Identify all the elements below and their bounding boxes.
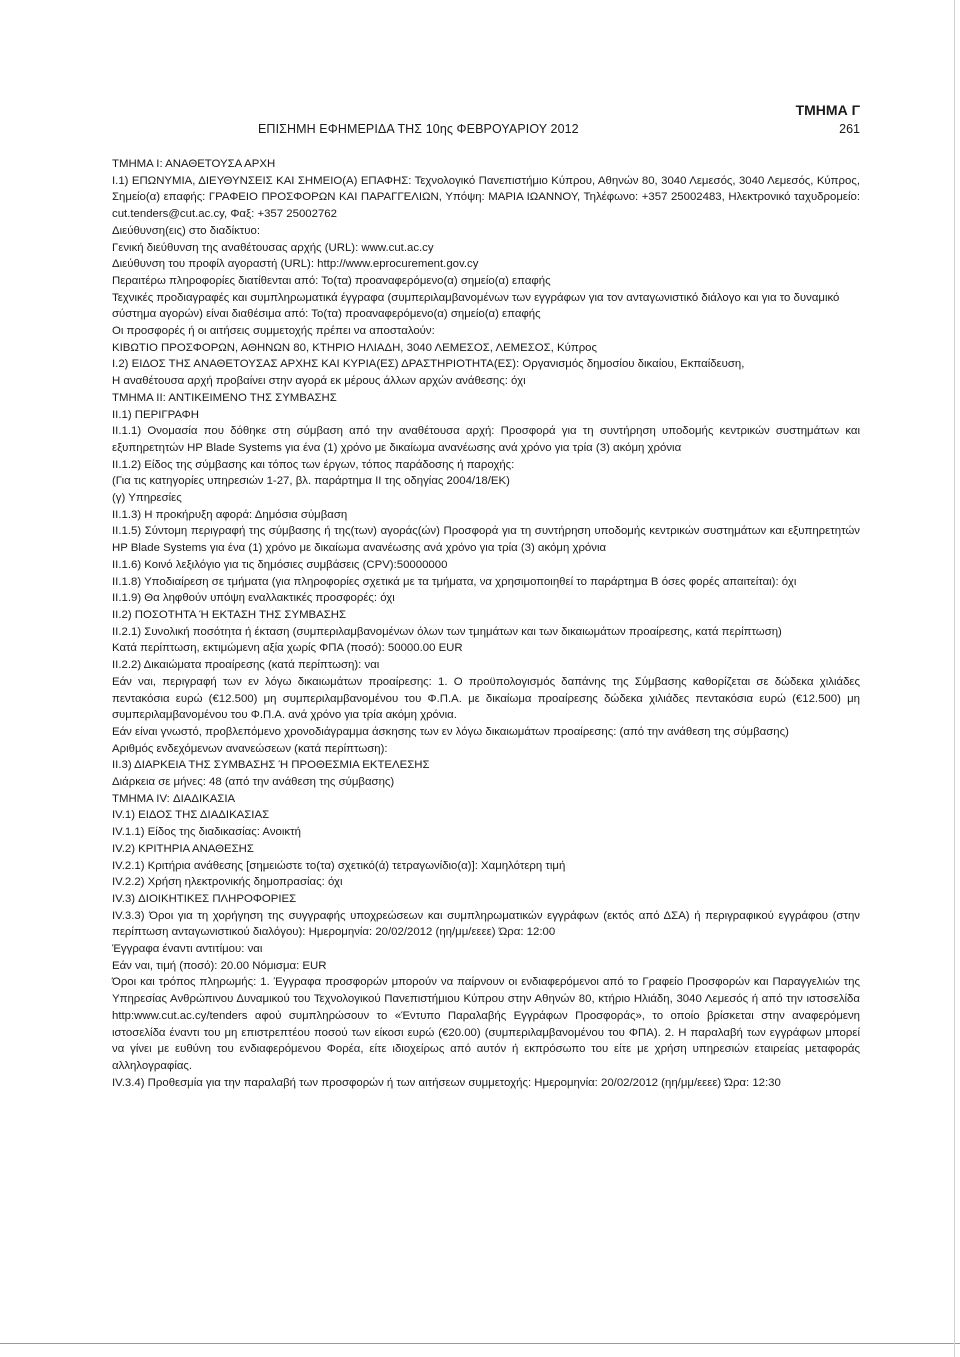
quantity-heading: ΙΙ.2) ΠΟΣΟΤΗΤΑ Ή ΕΚΤΑΣΗ ΤΗΣ ΣΥΜΒΑΣΗΣ bbox=[112, 608, 347, 621]
procedure-type-heading: ΙV.1) ΕΙΔΟΣ ΤΗΣ ΔΙΑΔΙΚΑΣΙΑΣ bbox=[112, 809, 270, 822]
description-heading: ΙΙ.1) ΠΕΡΙΓΡΑΦΗ bbox=[112, 408, 199, 421]
section-heading-part-2: ΤΜΗΜΑ ΙΙ: ΑΝΤΙΚΕΙΜΕΝΟ ΤΗΣ ΣΥΜΒΑΣΗΣ bbox=[112, 391, 337, 404]
services-line: (γ) Υπηρεσίες bbox=[112, 492, 182, 505]
price-line: Εάν ναι, τιμή (ποσό): 20.00 Νόμισμα: EUR bbox=[112, 959, 327, 972]
right-edge-divider bbox=[954, 0, 955, 1357]
section-label: ΤΜΗΜΑ Γ bbox=[795, 102, 860, 118]
renewals-line: Αριθμός ενδεχόμενων ανανεώσεων (κατά περίπτωση): bbox=[112, 742, 388, 755]
tender-deadline-paragraph: ΙV.3.4) Προθεσμία για την παραλαβή των προσφορών ή των αιτήσεων συμμετοχής: Ημερομηνία: 20/02/2012 (ηη/μμ/εεεε) Ώρα: 12:30 bbox=[112, 1076, 781, 1089]
further-info-line: Περαιτέρω πληροφορίες διατίθενται από: Το(τα) προαναφερόμενο(α) σημείο(α) επαφής bbox=[112, 274, 551, 287]
administrative-info-heading: ΙV.3) ΔΙΟΙΚΗΤΙΚΕΣ ΠΛΗΡΟΦΟΡΙΕΣ bbox=[112, 892, 297, 905]
procedure-type-line: ΙV.1.1) Είδος της διαδικασίας: Ανοικτή bbox=[112, 826, 301, 839]
cpv-line: ΙΙ.1.6) Κοινό λεξιλόγιο για τις δημόσιες συμβάσεις (CPV):50000000 bbox=[112, 558, 448, 571]
electronic-auction-line: ΙV.2.2) Χρήση ηλεκτρονικής δημοπρασίας: όχι bbox=[112, 876, 343, 889]
payable-documents-line: Έγγραφα έναντι αντιτίμου: ναι bbox=[112, 943, 263, 956]
documents-conditions-paragraph: ΙV.3.3) Όροι για τη χορήγηση της συγγραφής υποχρεώσεων και συμπληρωματικών εγγράφων (εκτός από ΔΣΑ) ή περιγραφικού εγγράφου (στην περίπτωση ανταγωνιστικού διαλόγου): Ημερομηνία: 20/02/2012 (ηη/μμ/εεεε) Ώρα: 12:00 bbox=[112, 909, 860, 939]
lots-paragraph: ΙΙ.1.8) Υποδιαίρεση σε τμήματα (για πληροφορίες σχετικά με τα τμήματα, να χρησιμοποιηθεί το παράρτημα Β όσες φορές απαιτείται): όχι bbox=[112, 575, 797, 588]
award-criteria-line: ΙV.2.1) Κριτήρια ανάθεσης [σημειώστε το(τα) σχετικό(ά) τετραγωνίδιο(α)]: Χαμηλότερη τιμή bbox=[112, 859, 566, 872]
buyer-profile-line: Διεύθυνση του προφίλ αγοραστή (URL): http://www.eprocurement.gov.cy bbox=[112, 258, 479, 271]
tenders-send-label: Οι προσφορές ή οι αιτήσεις συμμετοχής πρέπει να αποσταλούν: bbox=[112, 325, 435, 338]
payment-terms-paragraph: Όροι και τρόπος πληρωμής: 1. Έγγραφα προσφορών μπορούν να παίρνουν οι ενδιαφερόμενοι από το Γραφείο Προσφορών και Παραγγελιών της Υπηρεσίας Ανθρώπινου Δυναμικού του Τεχνολογικού Πανεπιστήμιου Κύπρου στην Αθηνών 80, κτήριο Ηλιάδη, 3040 Λεμεσός ή από την ιστοσελίδα http:www.cut.ac.cy/tenders αφού συμπληρώσουν το «Έντυπο Παραλαβής Εγγράφων Προσφοράς», το οποίο βρίσκεται στην αναφερόμενη ιστοσελίδα έναντι του μη επιστρεπτέου ποσού των είκοσι ευρώ (€20.00) (συμπεριλαμβανομένου του ΦΠΑ). 2. Η παραλαβή των εγγράφων μπορεί να γίνει με ευθύνη του ενδιαφερόμενου Φορέα, είτε ιδιοχείρως από αυτόν ή εκπρόσωπο του είτε με χρήση υπηρεσιών εταιρείας μεταφοράς αλληλογραφίας. bbox=[112, 976, 860, 1072]
section-heading-part-4: ΤΜΗΜΑ ΙV: ΔΙΑΔΙΚΑΣΙΑ bbox=[112, 792, 236, 805]
estimated-value-line: Κατά περίπτωση, εκτιμώμενη αξία χωρίς ΦΠΑ (ποσό): 50000.00 EUR bbox=[112, 642, 463, 655]
award-criteria-heading: ΙV.2) ΚΡΙΤΗΡΙΑ ΑΝΑΘΕΣΗΣ bbox=[112, 842, 254, 855]
page-number: 261 bbox=[839, 122, 860, 136]
duration-line: Διάρκεια σε μήνες: 48 (από την ανάθεση της σύμβασης) bbox=[112, 776, 395, 789]
options-timeframe-paragraph: Εάν είναι γνωστό, προβλεπόμενο χρονοδιάγραμμα άσκησης των εν λόγω δικαιωμάτων προαίρεσης: (από την ανάθεση της σύμβασης) bbox=[112, 725, 789, 738]
notice-body bbox=[112, 156, 860, 1091]
options-description-paragraph: Εάν ναι, περιγραφή των εν λόγω δικαιωμάτων προαίρεσης: 1. Ο προϋπολογισμός δαπάνης της Σύμβασης καθορίζεται σε δώδεκα χιλιάδες πεντακόσια ευρώ (€12.500) μη συμπεριλαμβανομένου του Φ.Π.Α. με δικαίωμα προαίρεσης δώδεκα χιλιάδες πεντακόσια ευρώ (€12.500) μη συμπεριλαμβανομένου του Φ.Π.Α. ανά χρόνο για τρία ακόμη χρόνια. bbox=[112, 675, 860, 722]
tender-box-address: ΚΙΒΩΤΙΟ ΠΡΟΣΦΟΡΩΝ, ΑΘΗΝΩΝ 80, ΚΤΗΡΙΟ ΗΛΙΑΔΗ, 3040 ΛΕΜΕΣΟΣ, ΛΕΜΕΣΟΣ, Κύπρος bbox=[112, 341, 598, 354]
internet-addresses-label: Διεύθυνση(εις) στο διαδίκτυο: bbox=[112, 224, 261, 237]
short-description-paragraph: ΙΙ.1.5) Σύντομη περιγραφή της σύμβασης ή της(των) αγοράς(ών) Προσφορά για τη συντήρηση υποδομής κεντρικών συστημάτων και εξυπηρετητών HP Blade Systems για ένα (1) χρόνο με δικαίωμα ανανέωσης ανά χρόνο για τρία (3) ακόμη χρόνια bbox=[112, 525, 860, 555]
section-heading-part-1: ΤΜΗΜΑ Ι: ΑΝΑΘΕΤΟΥΣΑ ΑΡΧΗ bbox=[112, 158, 276, 170]
specifications-paragraph: Τεχνικές προδιαγραφές και συμπληρωματικά έγγραφα (συμπεριλαμβανομένων των εγγράφων για τον ανταγωνιστικό διάλογο και για το δυναμικό σύστημα αγορών) είναι διαθέσιμα από: Το(τα) προαναφερόμενο(α) σημείο(α) επαφής bbox=[112, 291, 840, 321]
general-address-line: Γενική διεύθυνση της αναθέτουσας αρχής (URL): www.cut.ac.cy bbox=[112, 241, 434, 254]
bottom-divider bbox=[0, 1343, 960, 1344]
total-quantity-paragraph: ΙΙ.2.1) Συνολική ποσότητα ή έκταση (συμπεριλαμβανομένων όλων των τμημάτων και των δικαιωμάτων προαίρεσης, κατά περίπτωση) bbox=[112, 625, 782, 638]
authority-type-paragraph: Ι.2) ΕΙΔΟΣ ΤΗΣ ΑΝΑΘΕΤΟΥΣΑΣ ΑΡΧΗΣ ΚΑΙ ΚΥΡΙΑ(ΕΣ) ΔΡΑΣΤΗΡΙΟΤΗΤΑ(ΕΣ): Οργανισμός δημοσίου δικαίου, Εκπαίδευση, bbox=[112, 358, 745, 371]
duration-heading: ΙΙ.3) ΔΙΑΡΚΕΙΑ ΤΗΣ ΣΥΜΒΑΣΗΣ Ή ΠΡΟΘΕΣΜΙΑ ΕΚΤΕΛΕΣΗΣ bbox=[112, 759, 430, 772]
notice-involves-line: ΙΙ.1.3) Η προκήρυξη αφορά: Δημόσια σύμβαση bbox=[112, 508, 348, 521]
contact-points-paragraph: Ι.1) ΕΠΩΝΥΜΙΑ, ΔΙΕΥΘΥΝΣΕΙΣ ΚΑΙ ΣΗΜΕΙΟ(Α) ΕΠΑΦΗΣ: Τεχνολογικό Πανεπιστήμιο Κύπρου, Αθηνών 80, 3040 Λεμεσός, 3040 Λεμεσός, Κύπρος, Σημείο(α) επαφής: ΓΡΑΦΕΙΟ ΠΡΟΣΦΟΡΩΝ ΚΑΙ ΠΑΡΑΓΓΕΛΙΩΝ, Υπόψη: ΜΑΡΙΑ ΙΩΑΝΝΟΥ, Τηλέφωνο: +357 25002483, Ηλεκτρονικό ταχυδρομείο: cut.tenders@cut.ac.cy, Φαξ: +357 25002762 bbox=[112, 174, 860, 221]
service-categories-line: (Για τις κατηγορίες υπηρεσιών 1-27, βλ. παράρτημα ΙΙ της οδηγίας 2004/18/ΕΚ) bbox=[112, 475, 510, 488]
purchasing-on-behalf-line: Η αναθέτουσα αρχή προβαίνει στην αγορά εκ μέρους άλλων αρχών ανάθεσης: όχι bbox=[112, 375, 526, 388]
contract-type-line: ΙΙ.1.2) Είδος της σύμβασης και τόπος των έργων, τόπος παράδοσης ή παροχής: bbox=[112, 458, 515, 471]
contract-title-paragraph: ΙΙ.1.1) Ονομασία που δόθηκε στη σύμβαση από την αναθέτουσα αρχή: Προσφορά για τη συντήρηση υποδομής κεντρικών συστημάτων και εξυπηρετητών HP Blade Systems για ένα (1) χρόνο με δικαίωμα ανανέωσης ανά χρόνο για τρία (3) ακόμη χρόνια bbox=[112, 425, 860, 454]
options-line: ΙΙ.2.2) Δικαιώματα προαίρεσης (κατά περίπτωση): ναι bbox=[112, 659, 380, 672]
variants-line: ΙΙ.1.9) Θα ληφθούν υπόψη εναλλακτικές προσφορές: όχι bbox=[112, 592, 395, 605]
gazette-title: ΕΠΙΣΗΜΗ ΕΦΗΜΕΡΙΔΑ ΤΗΣ 10ης ΦΕΒΡΟΥΑΡΙΟΥ 2012 bbox=[258, 122, 579, 136]
